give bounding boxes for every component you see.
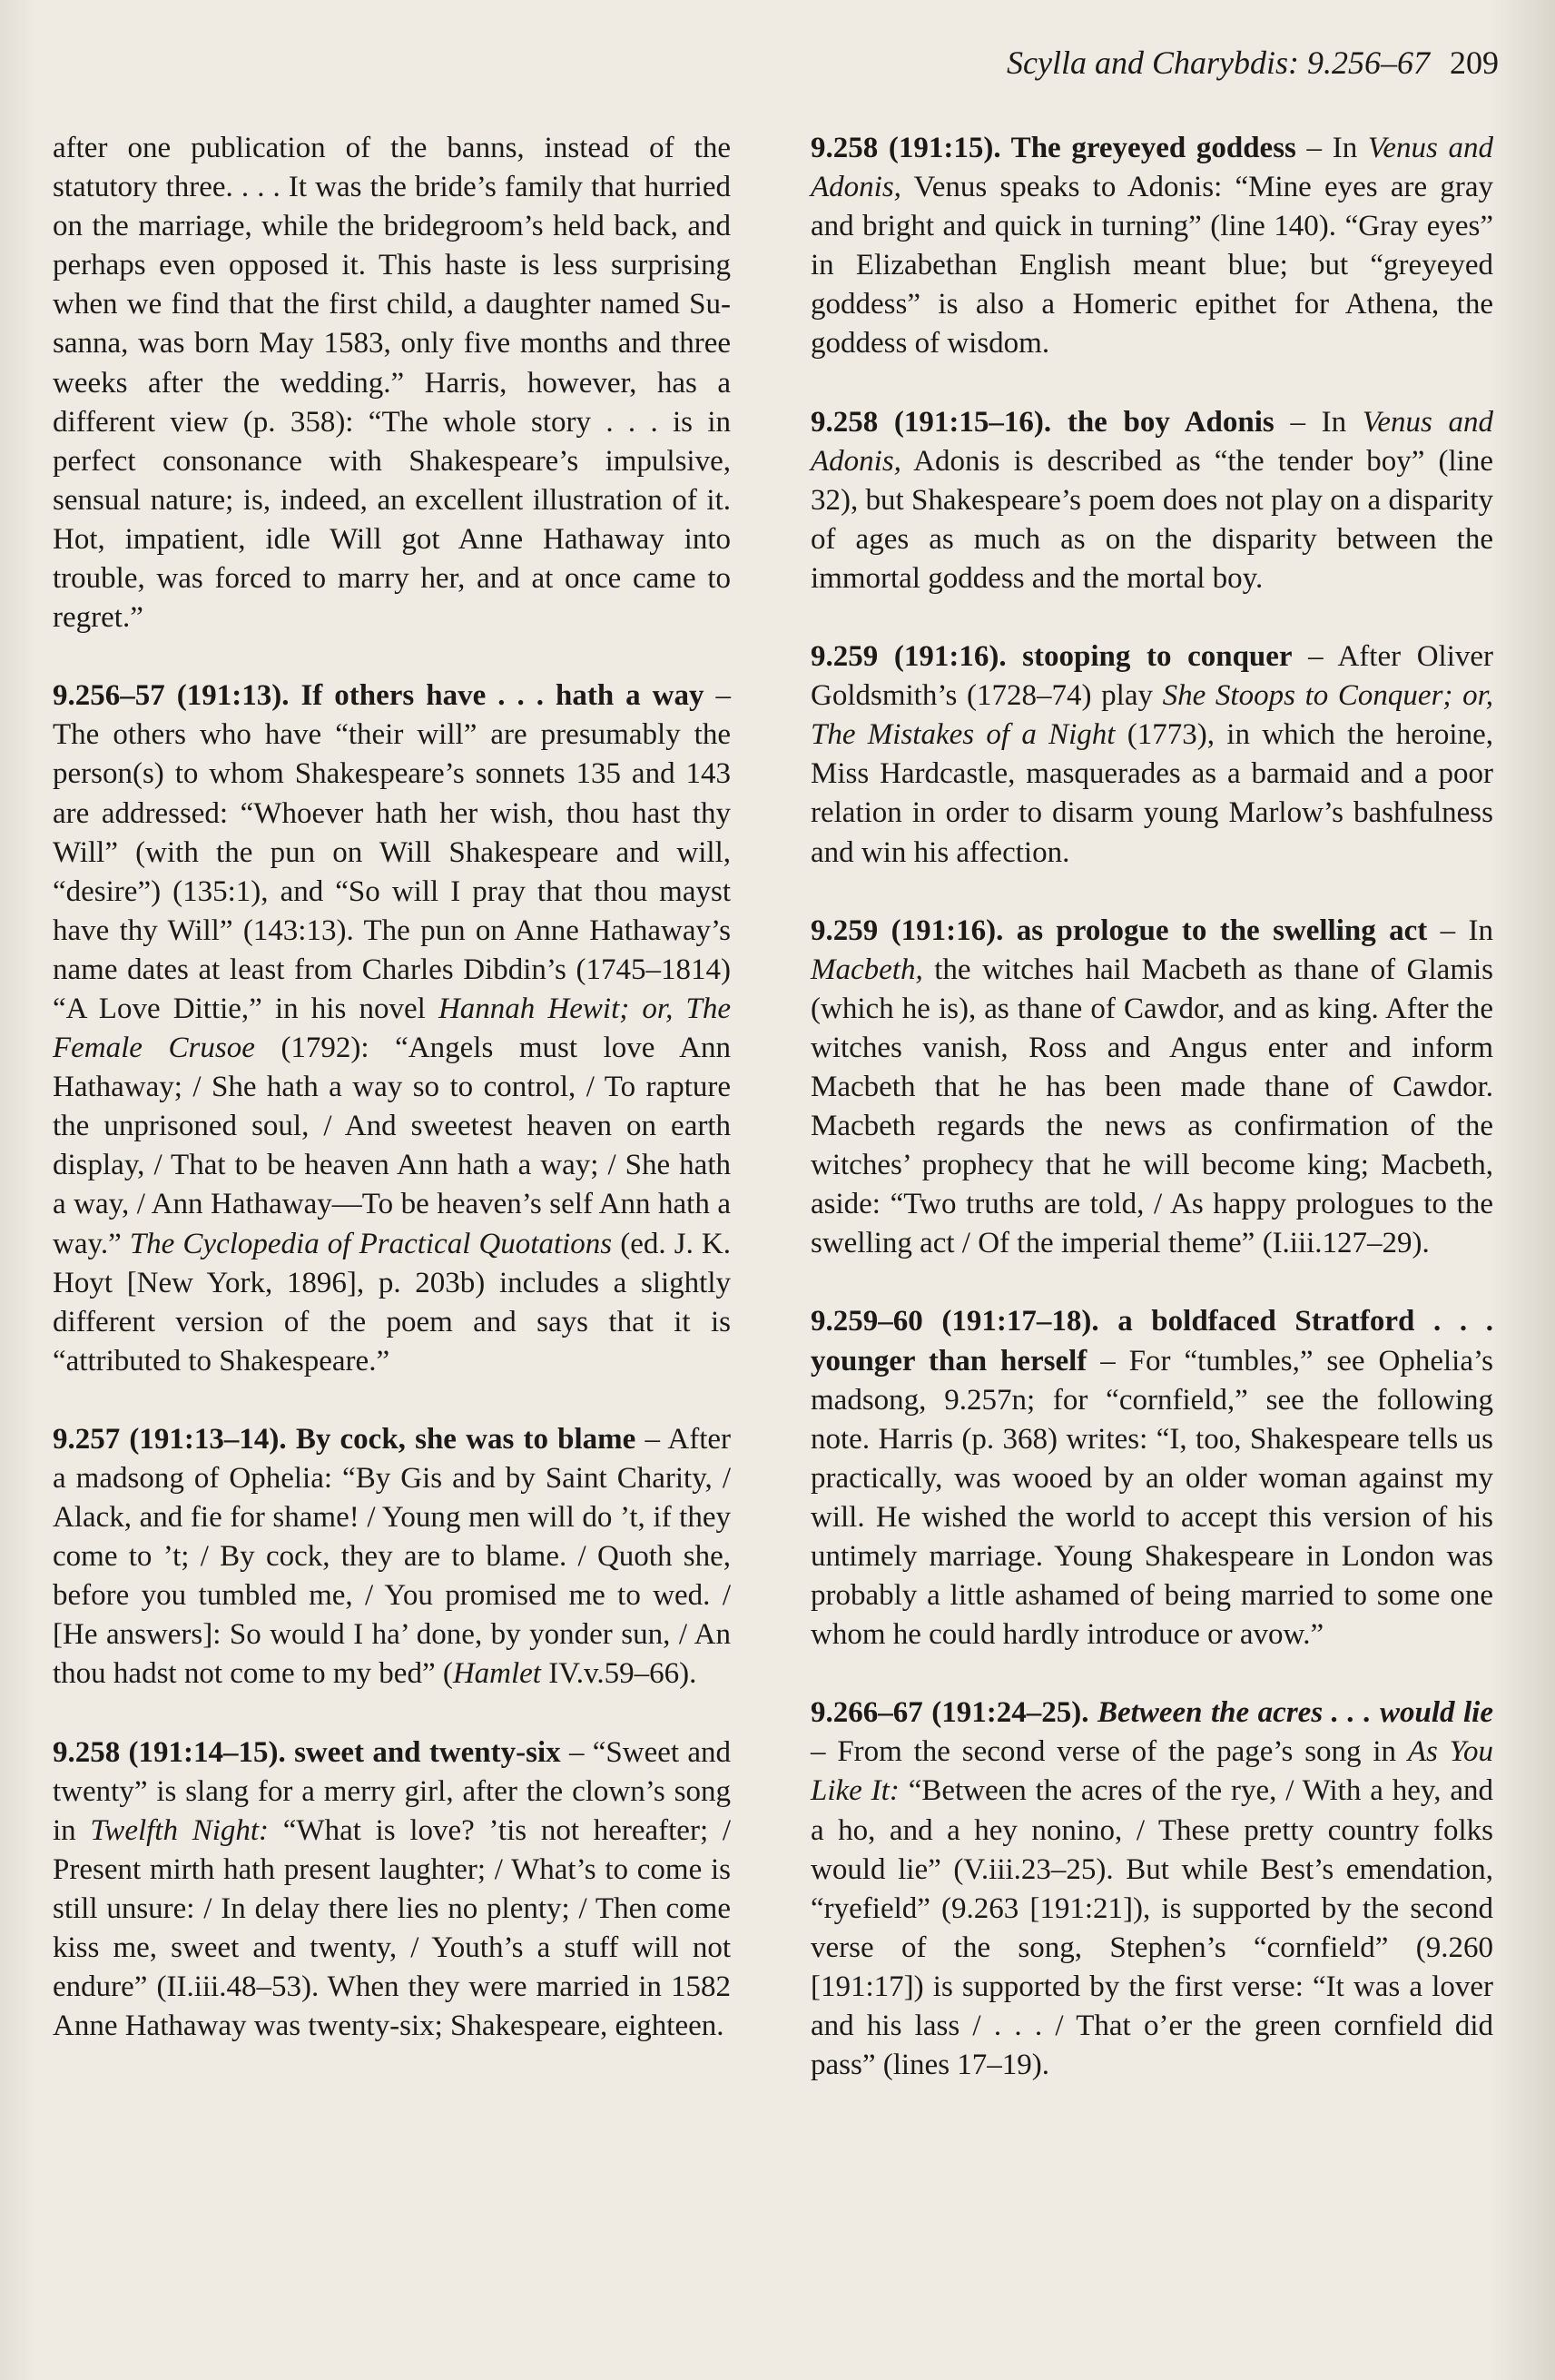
entry-text: (1792): “Angels must love Ann Hathaway; / She hath a way so to control, / To rapture the unprisoned soul, / And sweetest heaven on earth display, / That to be heaven Ann hath a way; / She hath a way, / Ann Hathaway—To be heaven’s self Ann hath a way.” bbox=[53, 1032, 732, 1260]
entry-text: “What is love? ’tis not hereafter; / Present mirth hath present laughter; / What’s to come is still unsure: / In delay there lies no plenty; / Then come kiss me, sweet and twenty, / Youth’s a stuff will not endure” (II.iii.48–53). When they were married in 1582 Anne Hathaway was twenty-six; Shakespeare, eighteen. bbox=[53, 1813, 732, 2043]
entry-title: Hamlet bbox=[452, 1657, 541, 1691]
left-column bbox=[53, 129, 731, 2085]
entry-heading: 9.256–57 (191:13). If others have . . . hath a way bbox=[53, 679, 704, 713]
annotation-entry bbox=[53, 1420, 731, 1694]
annotation-entry bbox=[53, 1733, 731, 2047]
annotation-entry bbox=[811, 1694, 1493, 2085]
entry-text: (ed. J. K. Hoyt [New York, 1896], p. 203b) includes a slightly different version of the poem and says that it is “attributed to Shakespeare.” bbox=[53, 1227, 732, 1378]
entry-text: – For “tumbles,” see Ophelia’s madsong, 9.257n; for “cornfield,” see the following note. Harris (p. 368) writes: “I, too, Shakespeare tells us practically, was wooed by an older woman against my will. He wished the world to accept this version of his untimely marriage. Young Shakespeare in London was probably a little ashamed of being married to some one whom he could hardly introduce or avow.” bbox=[811, 1344, 1493, 1652]
entry-text: Adonis is described as “the tender boy” (line 32), but Shakespeare’s poem does not play on a disparity of ages as much as on the disparity between the immortal goddess and the mortal boy. bbox=[811, 444, 1493, 595]
entry-text: – In bbox=[1427, 913, 1493, 947]
entry-title: Venus and Adonis, bbox=[811, 132, 1493, 204]
entry-heading-italic: Between the acres . . . would lie bbox=[1097, 1696, 1493, 1730]
entry-heading: 9.258 (191:15). The greyeyed goddess bbox=[811, 132, 1296, 164]
page-number: 209 bbox=[1450, 44, 1499, 81]
annotation-entry bbox=[811, 1302, 1493, 1654]
continued-paragraph bbox=[53, 129, 731, 637]
entry-title: The Cyclopedia of Practical Quotations bbox=[129, 1227, 613, 1260]
running-title: Scylla and Charybdis: 9.256–67 bbox=[1007, 44, 1430, 81]
entry-heading: 9.258 (191:14–15). sweet and twenty-six bbox=[53, 1735, 561, 1769]
entry-heading: 9.259–60 (191:17–18). a boldfaced Stratford . . . younger than herself bbox=[811, 1305, 1493, 1378]
entry-text: “Between the acres of the rye, / With a hey, and a ho, and a hey nonino, / These pretty country folks would lie” (V.iii.23–25). But while Best’s emendation, “ryefield” (9.263 [191:21]), is supported by the second verse of the song, Stephen’s “cornfield” (9.260 [191:17]) is supported by the first verse: “It was a lover and his lass / . . . / That o’er the green cornfield did pass” (lines 17–19). bbox=[811, 1774, 1493, 2082]
entry-title: As You Like It: bbox=[811, 1735, 1493, 1808]
entry-heading: 9.266–67 (191:24–25). bbox=[811, 1696, 1097, 1730]
entry-heading: 9.259 (191:16). as prologue to the swelling act bbox=[811, 913, 1428, 947]
entry-title: Hannah Hewit; or, The Female Crusoe bbox=[53, 992, 731, 1065]
running-header bbox=[1007, 44, 1499, 82]
entry-heading: 9.257 (191:13–14). By cock, she was to blame bbox=[53, 1422, 636, 1456]
continued-text: after one publication of the banns, instead of the statutory three. . . . It was the bride’s family that hurried on the marriage, while the bridegroom’s held back, and perhaps even opposed it. This haste is less surprising when we find that the first child, a daughter named Susanna, was born May 1583, only five months and three weeks after the wedding.” Harris, however, has a different view (p. 358): “The whole story . . . is in perfect consonance with Shakespeare’s impulsive, sensual nature; is, indeed, an excellent illustration of it. Hot, impatient, idle Will got Anne Hathaway into trouble, was forced to marry her, and at once came to regret.” bbox=[53, 132, 731, 635]
annotation-entry bbox=[811, 912, 1493, 1264]
entry-text: Venus speaks to Adonis: “Mine eyes are gray and bright and quick in turning” (line 140). “Gray eyes” in Elizabethan English meant blue; but “greyeyed goddess” is also a Homeric epithet for Athena, the goddess of wisdom. bbox=[811, 171, 1493, 360]
entry-text: – From the second verse of the page’s song in bbox=[811, 1735, 1408, 1769]
entry-text: – The others who have “their will” are presumably the person(s) to whom Shakespeare’s sonnets 135 and 143 are addressed: “Whoever hath her wish, thou hast thy Will” (with the pun on Will Shakespeare and will, “desire”) (135:1), and “So will I pray that thou mayst have thy Will” (143:13). The pun on Anne Hathaway’s name dates at least from Charles Dibdin’s (1745–1814) “A Love Dittie,” in his novel bbox=[53, 679, 731, 1025]
entry-text: – In bbox=[1295, 132, 1368, 164]
entry-heading: 9.259 (191:16). stooping to conquer bbox=[811, 640, 1293, 674]
entry-title: Twelfth Night: bbox=[90, 1813, 270, 1847]
entry-text: (1773), in which the heroine, Miss Hardcastle, masquerades as a barmaid and a poor relation in order to disarm young Marlow’s bashfulness and win his affection. bbox=[811, 718, 1493, 869]
entry-text: – After Oliver Goldsmith’s (1728–74) play bbox=[811, 640, 1493, 713]
annotation-entry bbox=[811, 637, 1493, 873]
annotation-entry bbox=[53, 676, 731, 1381]
annotation-entry bbox=[811, 129, 1493, 364]
entry-text: the witches hail Macbeth as thane of Glamis (which he is), as thane of Cawdor, and as king. After the witches vanish, Ross and Angus enter and inform Macbeth that he has been made thane of Cawdor. Macbeth regards the news as confirmation of the witches’ prophecy that he will become king; Macbeth, aside: “Two truths are told, / As happy prologues to the swelling act / Of the imperial theme” (I.iii.127–29). bbox=[811, 953, 1493, 1260]
entry-heading: 9.258 (191:15–16). the boy Adonis bbox=[811, 405, 1275, 439]
entry-text: IV.v.59–66). bbox=[540, 1657, 697, 1691]
entry-title: She Stoops to Conquer; or, The Mistakes of a Night bbox=[811, 679, 1493, 752]
annotation-entry bbox=[811, 403, 1493, 598]
entry-title: Macbeth, bbox=[811, 953, 923, 986]
entry-text: – After a madsong of Ophelia: “By Gis and by Saint Charity, / Alack, and fie for shame! / Young men will do ’t, if they come to ’t; / By cock, they are to blame. / Quoth she, before you tumbled me, / You promised me to wed. / [He answers]: So would I ha’ done, by yonder sun, / An thou hadst not come to my bed” ( bbox=[53, 1422, 731, 1691]
right-column bbox=[811, 129, 1493, 2124]
entry-title: Venus and Adonis, bbox=[811, 405, 1493, 478]
entry-text: – “Sweet and twenty” is slang for a merry girl, after the clown’s song in bbox=[53, 1735, 731, 1847]
entry-text: – In bbox=[1274, 405, 1363, 439]
